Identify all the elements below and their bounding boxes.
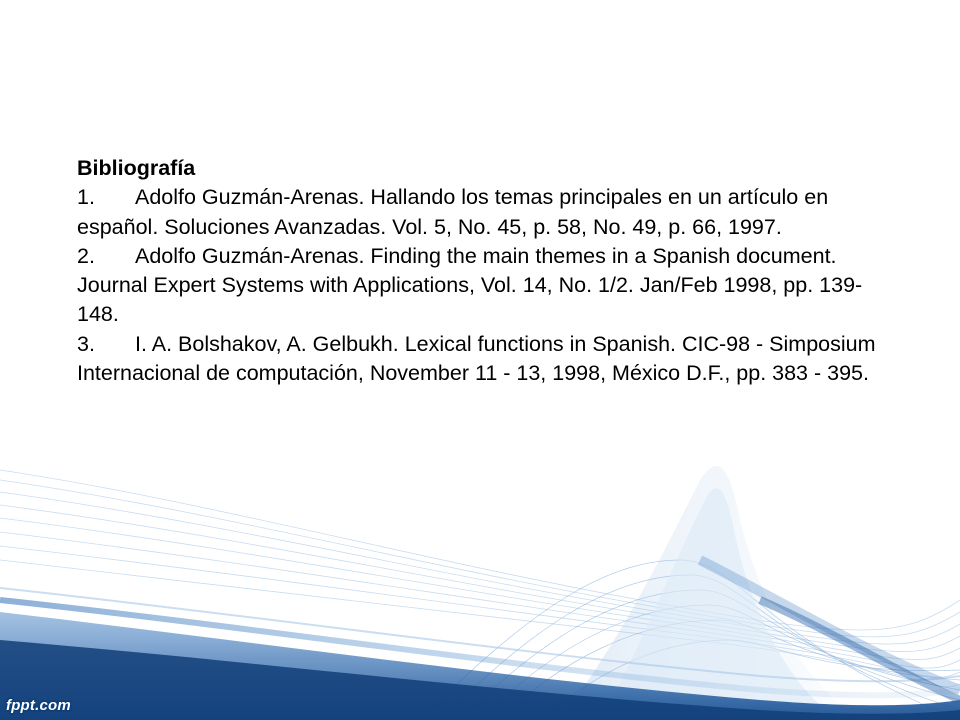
entry-text: Adolfo Guzmán-Arenas. Hallando los temas principales en un artículo en español. Soluciones Avanzadas. Vol. 5, No. 45, p. 58, No. 49, p. 66, 1997. xyxy=(77,185,829,239)
entry-number: 2. xyxy=(77,243,95,268)
entry-text: I. A. Bolshakov, A. Gelbukh. Lexical functions in Spanish. CIC-98 - Simposium Internacional de computación, November 11 - 13, 1998, México D.F., pp. 383 - 395. xyxy=(77,331,876,386)
bibliography-text xyxy=(77,154,877,388)
entry-number: 3. xyxy=(77,331,95,356)
bibliography-entry xyxy=(77,242,877,330)
watermark-logo: fppt.com xyxy=(6,697,71,714)
entry-text: Adolfo Guzmán-Arenas. Finding the main themes in a Spanish document. Journal Expert Systems with Applications, Vol. 14, No. 1/2. Jan/Feb 1998, pp. 139-148. xyxy=(77,243,863,327)
bibliography-heading: Bibliografía xyxy=(77,156,196,180)
bibliography-entry xyxy=(77,183,877,242)
bibliography-entry xyxy=(77,330,877,389)
entry-number: 1. xyxy=(77,185,95,210)
